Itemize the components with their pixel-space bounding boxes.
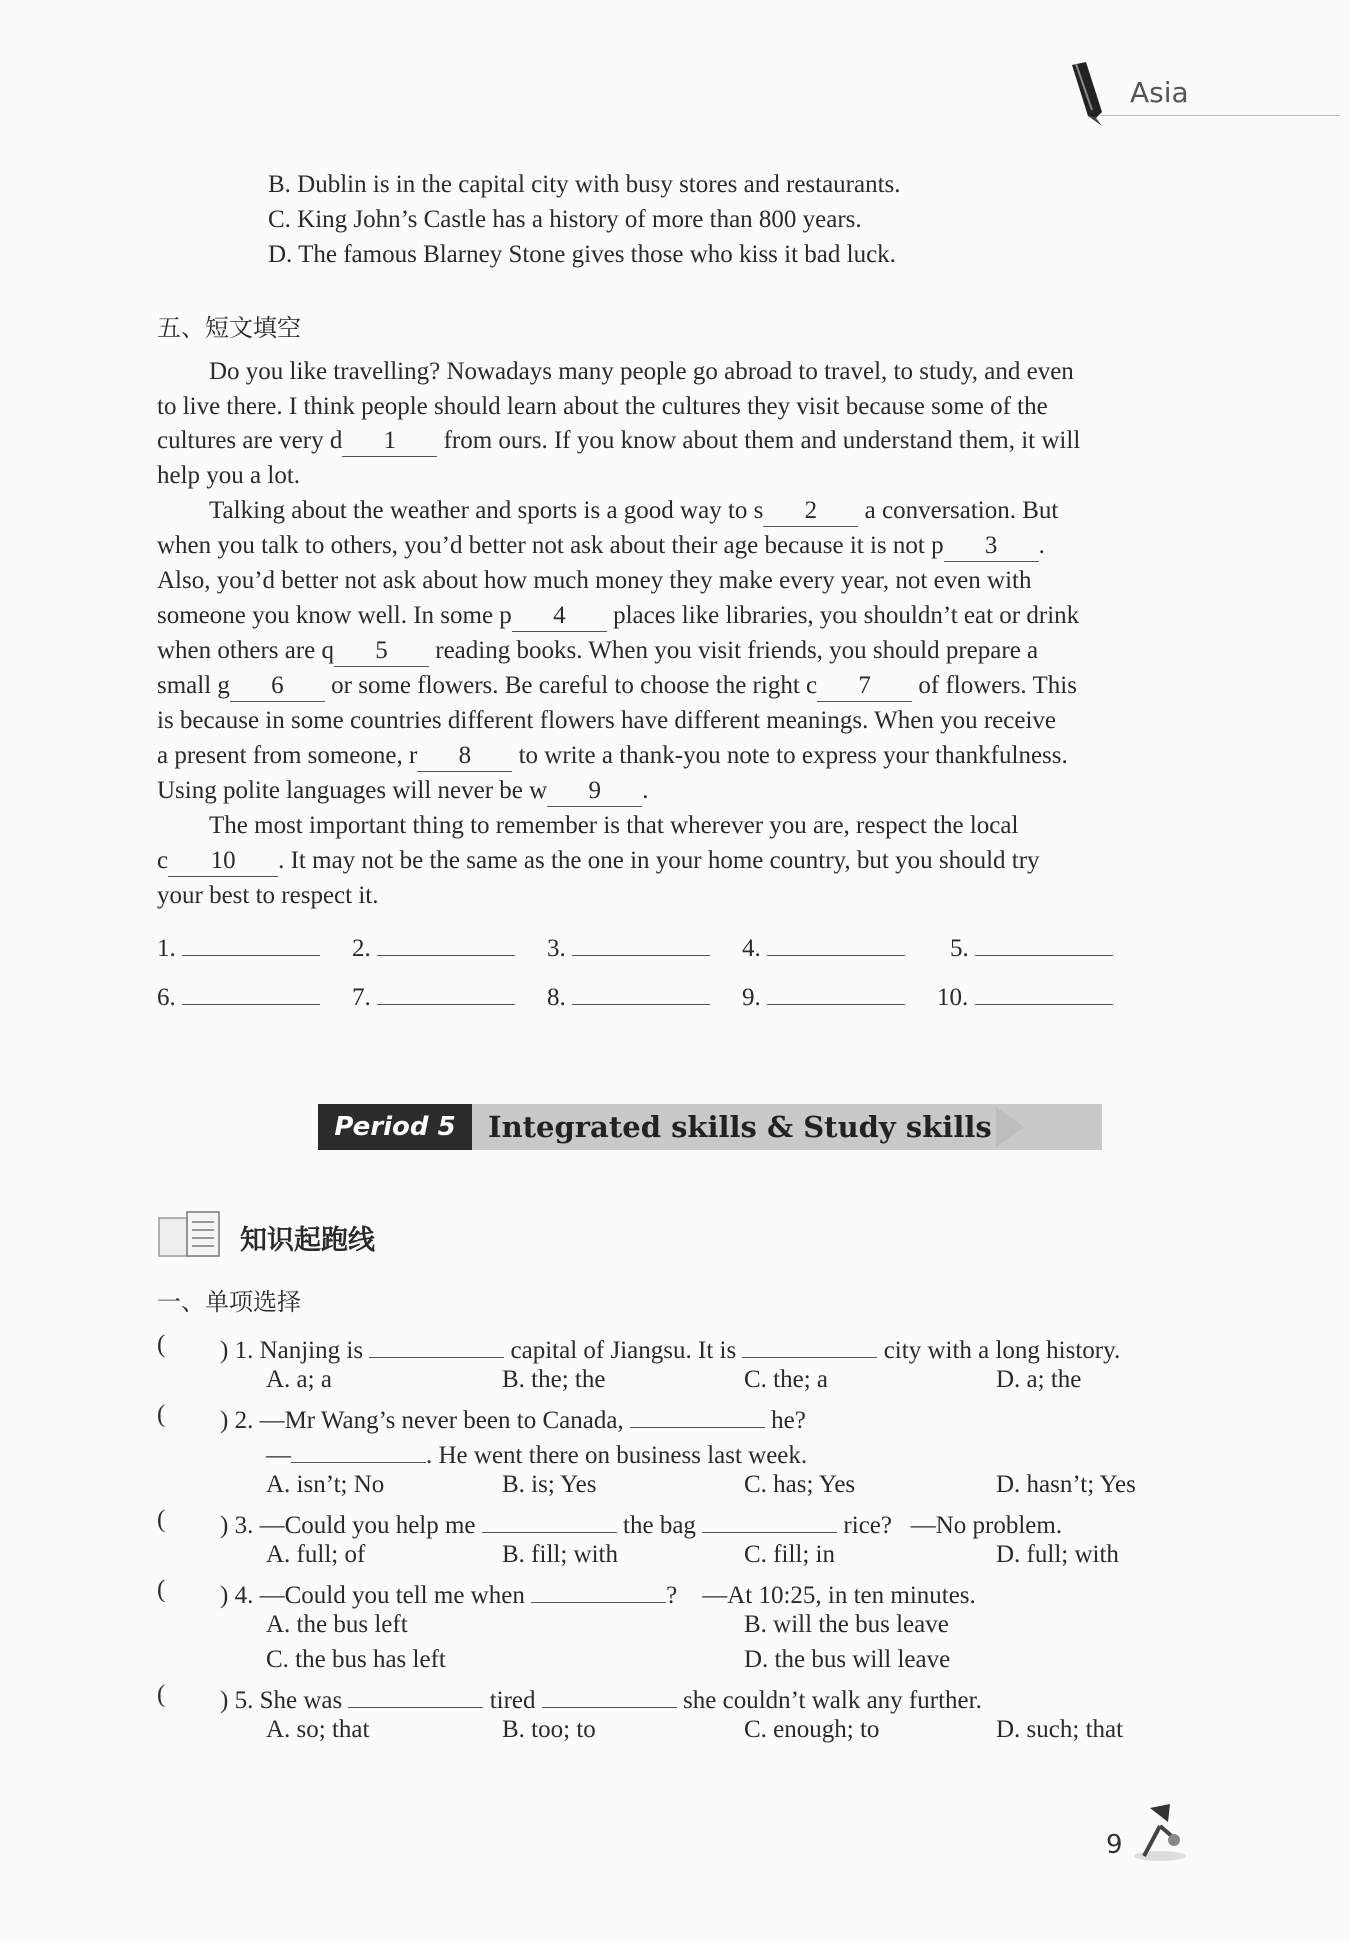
blank-10[interactable]: 10	[168, 846, 278, 877]
option-c: C. King John’s Castle has a history of more than 800 years.	[268, 206, 862, 233]
answer-2[interactable]: 2.	[352, 925, 515, 966]
question-5: ) 5. She was tired she couldn’t walk any further.	[220, 1677, 982, 1718]
blank[interactable]	[348, 1677, 483, 1708]
blank[interactable]	[369, 1327, 504, 1358]
question-4: ) 4. —Could you tell me when ? —At 10:25, in ten minutes.	[220, 1572, 976, 1613]
option-b: B. Dublin is in the capital city with busy stores and restaurants.	[268, 171, 901, 198]
option-b[interactable]: B. is; Yes	[502, 1471, 597, 1498]
blank[interactable]	[531, 1572, 666, 1603]
option-c[interactable]: C. the bus has left	[266, 1646, 446, 1673]
passage-line: c 10 . It may not be the same as the one in your home country, but you should try	[157, 843, 1040, 878]
paren: (	[157, 1506, 166, 1533]
option-d: D. The famous Blarney Stone gives those who kiss it bad luck.	[268, 241, 896, 268]
unit-title: Asia	[1130, 76, 1189, 109]
question-1: ) 1. Nanjing is capital of Jiangsu. It is city with a long history.	[220, 1327, 1120, 1368]
blank-3[interactable]: 3	[944, 531, 1039, 562]
passage-line: Using polite languages will never be w 9 .	[157, 773, 648, 808]
pen-icon	[1062, 60, 1112, 135]
option-c[interactable]: C. fill; in	[744, 1541, 835, 1568]
option-d[interactable]: D. hasn’t; Yes	[996, 1471, 1136, 1498]
question-3: ) 3. —Could you help me the bag rice? —No problem.	[220, 1502, 1062, 1543]
passage-line: when others are q 5 reading books. When you visit friends, you should prepare a	[157, 633, 1038, 668]
option-b[interactable]: B. the; the	[502, 1366, 606, 1393]
option-c[interactable]: C. enough; to	[744, 1716, 880, 1743]
question-2-line2: — . He went there on business last week.	[266, 1432, 807, 1473]
option-d[interactable]: D. such; that	[996, 1716, 1124, 1743]
knowledge-title: 知识起跑线	[240, 1225, 375, 1256]
passage-line: to live there. I think people should learn about the cultures they visit because some of the	[157, 393, 1048, 420]
blank[interactable]	[742, 1327, 877, 1358]
option-d[interactable]: D. full; with	[996, 1541, 1119, 1568]
option-d[interactable]: D. the bus will leave	[744, 1646, 951, 1673]
option-d[interactable]: D. a; the	[996, 1366, 1082, 1393]
blank[interactable]	[482, 1502, 617, 1533]
question-2: ) 2. —Mr Wang’s never been to Canada, he?	[220, 1397, 806, 1438]
book-icon	[157, 1208, 223, 1265]
header-rule	[1100, 115, 1340, 116]
option-b[interactable]: B. fill; with	[502, 1541, 618, 1568]
paren: (	[157, 1401, 166, 1428]
option-b[interactable]: B. will the bus leave	[744, 1611, 949, 1638]
blank-1[interactable]: 1	[342, 426, 437, 457]
passage-line: is because in some countries different flowers have different meanings. When you receive	[157, 707, 1056, 734]
arrow-icon	[992, 1104, 1028, 1150]
paren: (	[157, 1576, 166, 1603]
answer-9[interactable]: 9.	[742, 974, 905, 1015]
option-b[interactable]: B. too; to	[502, 1716, 596, 1743]
answer-8[interactable]: 8.	[547, 974, 710, 1015]
passage-line: when you talk to others, you’d better not ask about their age because it is not p 3 .	[157, 528, 1045, 563]
blank-2[interactable]: 2	[763, 496, 858, 527]
passage-line: someone you know well. In some p 4 places like libraries, you shouldn’t eat or drink	[157, 598, 1079, 633]
passage-line: cultures are very d 1 from ours. If you know about them and understand them, it will	[157, 423, 1080, 458]
blank[interactable]	[630, 1397, 765, 1428]
passage-line: a present from someone, r 8 to write a thank-you note to express your thankfulness.	[157, 738, 1068, 773]
passage-line: your best to respect it.	[157, 882, 379, 909]
section-title: 一、单项选择	[157, 1288, 301, 1316]
blank-9[interactable]: 9	[547, 776, 642, 807]
page-number: 9	[1106, 1830, 1123, 1860]
answer-3[interactable]: 3.	[547, 925, 710, 966]
option-c[interactable]: C. has; Yes	[744, 1471, 856, 1498]
passage-line: small g 6 or some flowers. Be careful to choose the right c 7 of flowers. This	[157, 668, 1077, 703]
option-a[interactable]: A. isn’t; No	[266, 1471, 385, 1498]
option-a[interactable]: A. a; a	[266, 1366, 332, 1393]
option-a[interactable]: A. full; of	[266, 1541, 366, 1568]
blank[interactable]	[291, 1432, 426, 1463]
passage-line: Talking about the weather and sports is a good way to s 2 a conversation. But	[209, 493, 1058, 528]
period-tag: Period 5	[318, 1104, 472, 1150]
section-title: 五、短文填空	[157, 314, 301, 342]
passage-line: Also, you’d better not ask about how much money they make every year, not even with	[157, 567, 1032, 594]
blank-8[interactable]: 8	[417, 741, 512, 772]
lamp-icon	[1130, 1800, 1192, 1869]
answer-6[interactable]: 6.	[157, 974, 320, 1015]
period-title: Integrated skills & Study skills	[472, 1104, 1102, 1150]
blank-5[interactable]: 5	[334, 636, 429, 667]
passage-line: The most important thing to remember is that wherever you are, respect the local	[209, 812, 1019, 839]
blank-4[interactable]: 4	[512, 601, 607, 632]
option-a[interactable]: A. so; that	[266, 1716, 370, 1743]
period-banner	[318, 1104, 1028, 1150]
passage-line: help you a lot.	[157, 462, 301, 489]
option-a[interactable]: A. the bus left	[266, 1611, 408, 1638]
paren: (	[157, 1681, 166, 1708]
answer-7[interactable]: 7.	[352, 974, 515, 1015]
blank-7[interactable]: 7	[817, 671, 912, 702]
paren: (	[157, 1331, 166, 1358]
blank[interactable]	[702, 1502, 837, 1533]
answer-1[interactable]: 1.	[157, 925, 320, 966]
answer-4[interactable]: 4.	[742, 925, 905, 966]
passage-line: Do you like travelling? Nowadays many people go abroad to travel, to study, and even	[209, 358, 1074, 385]
blank-6[interactable]: 6	[230, 671, 325, 702]
answer-10[interactable]: 10.	[937, 974, 1113, 1015]
option-c[interactable]: C. the; a	[744, 1366, 829, 1393]
answer-5[interactable]: 5.	[950, 925, 1113, 966]
blank[interactable]	[542, 1677, 677, 1708]
